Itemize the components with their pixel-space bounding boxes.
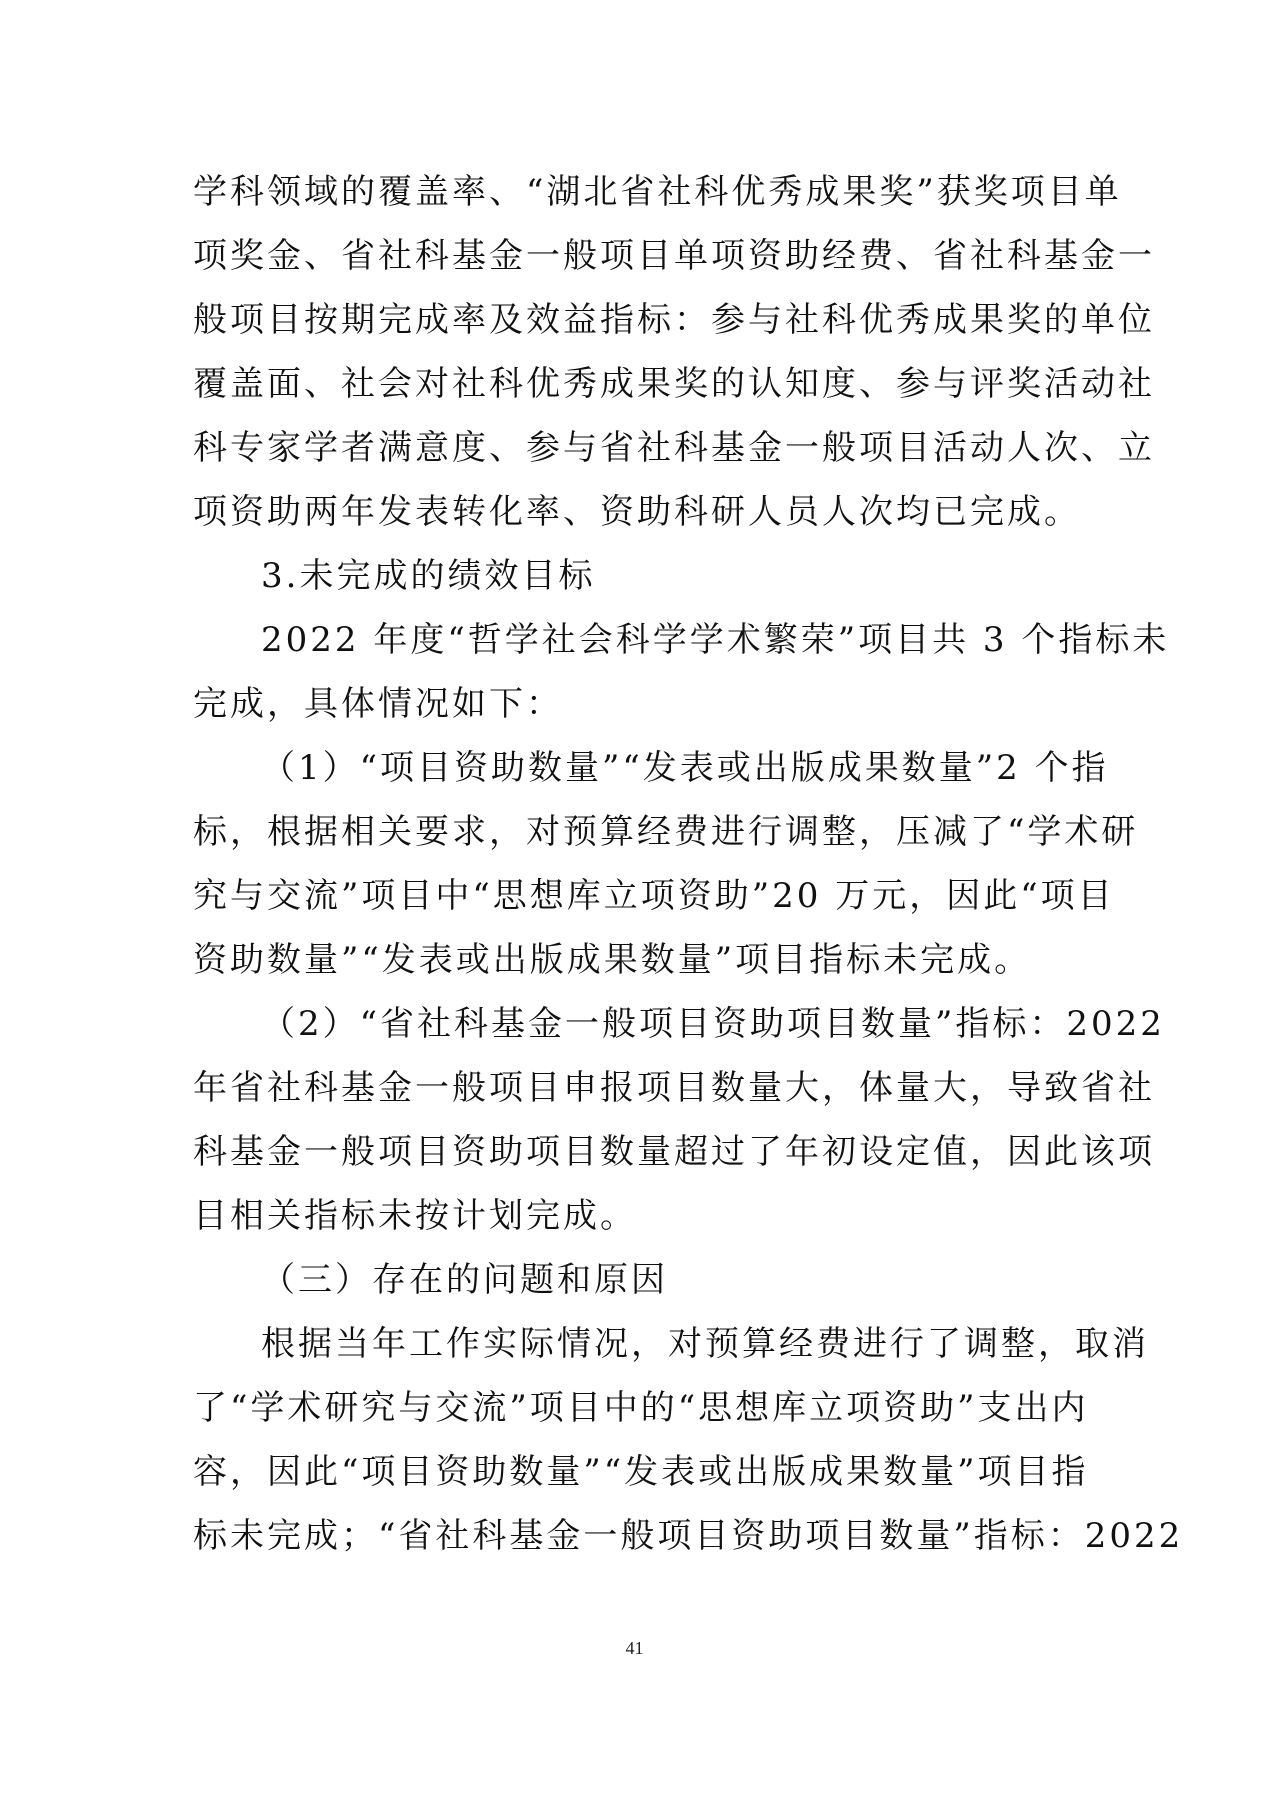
text-line: 根据当年工作实际情况，对预算经费进行了调整，取消 <box>261 1324 1149 1364</box>
text-line: 般项目按期完成率及效益指标：参与社科优秀成果奖的单位 <box>193 300 1155 340</box>
text-line: 标，根据相关要求，对预算经费进行调整，压减了“学术研 <box>193 812 1139 852</box>
text-line: 2022 年度“哲学社会科学学术繁荣”项目共 3 个指标未 <box>261 620 1170 660</box>
text-line: 究与交流”项目中“思想库立项资助”20 万元，因此“项目 <box>193 876 1115 916</box>
text-line: 了“学术研究与交流”项目中的“思想库立项资助”支出内 <box>193 1388 1089 1428</box>
text-line: 科基金一般项目资助项目数量超过了年初设定值，因此该项 <box>193 1132 1155 1172</box>
page-number: 41 <box>625 1638 644 1658</box>
text-line: （1）“项目资助数量”“发表或出版成果数量”2 个指 <box>261 748 1109 788</box>
paragraph-problems <box>193 1312 1184 1568</box>
text-line: （2）“省社科基金一般项目资助项目数量”指标：2022 <box>261 1004 1165 1044</box>
section-heading-unfinished-goals: 3.未完成的绩效目标 <box>261 556 596 596</box>
text-line: 项资助两年发表转化率、资助科研人员人次均已完成。 <box>193 492 1081 532</box>
paragraph-item-2 <box>193 992 1165 1248</box>
text-line: 科专家学者满意度、参与省社科基金一般项目活动人次、立 <box>193 428 1155 468</box>
paragraph-indicator-completion <box>193 160 1155 544</box>
text-line: 目相关指标未按计划完成。 <box>193 1196 637 1236</box>
text-line: 容，因此“项目资助数量”“发表或出版成果数量”项目指 <box>193 1452 1089 1492</box>
paragraph-item-1 <box>193 736 1139 992</box>
text-line: 学科领域的覆盖率、“湖北省社科优秀成果奖”获奖项目单 <box>193 172 1122 212</box>
text-line: 标未完成；“省社科基金一般项目资助项目数量”指标：2022 <box>193 1516 1184 1556</box>
text-line: 资助数量”“发表或出版成果数量”项目指标未完成。 <box>193 940 1032 980</box>
text-line: 覆盖面、社会对社科优秀成果奖的认知度、参与评奖活动社 <box>193 364 1155 404</box>
paragraph-unfinished-summary <box>193 608 1170 736</box>
page-content <box>193 160 1184 1568</box>
text-line: 项奖金、省社科基金一般项目单项资助经费、省社科基金一 <box>193 236 1155 276</box>
text-line: 完成，具体情况如下： <box>193 684 563 724</box>
text-line: 年省社科基金一般项目申报项目数量大，体量大，导致省社 <box>193 1068 1155 1108</box>
section-heading-problems: （三）存在的问题和原因 <box>261 1260 668 1300</box>
